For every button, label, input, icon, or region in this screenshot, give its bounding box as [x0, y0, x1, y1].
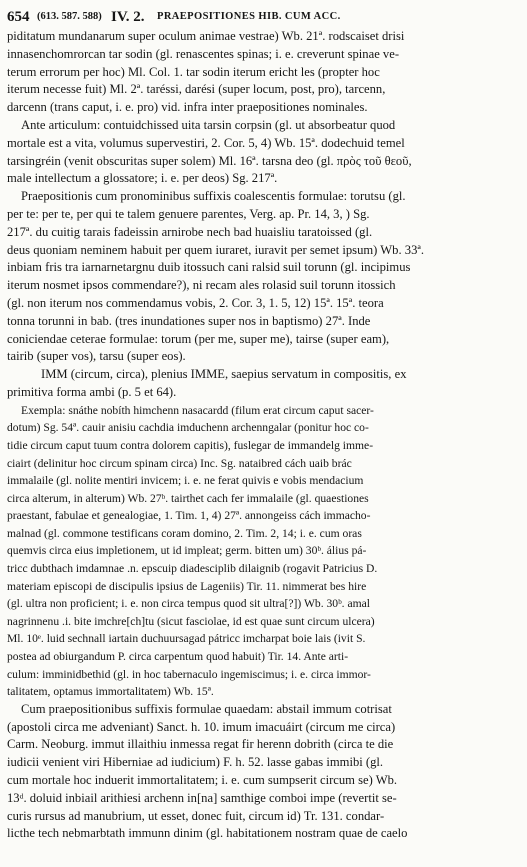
text-line: iudicii venient viri Hiberniae ad iudicium) F. h. 52. lasse gabas immibi (gl. [7, 755, 384, 770]
text-line: Carm. Neoburg. immut illaithiu inmessa regat fir herenn dobrith (circa te die [7, 737, 394, 752]
text-line: darcenn (trans caput, i. e. pro) vid. infra inter praepositiones nominales. [7, 100, 368, 115]
text-line: iterum necesse fuit) Ml. 2ª. taréssi, darési (super locum, post, pro), tarcenn, [7, 82, 386, 97]
text-line: male intellectum a glossatore; i. e. per deos) Sg. 217ª. [7, 171, 278, 186]
text-line: postea ad obiurgandum P. circa carpentum quod habuit) Tir. 14. Ante arti- [7, 650, 349, 664]
text-line: Cum praepositionibus suffixis formulae quaedam: abstail immum cotrisat [21, 701, 392, 716]
text-body [7, 28, 517, 843]
text-line: talitatem, optamus immortalitatem) Wb. 15ª. [7, 685, 214, 699]
text-line: immalaile (gl. nolite mentiri invicem; i. e. ne ferat quivis e vobis mendacium [7, 474, 364, 488]
text-line: 217ª. du cuitig tarais fadeissin arnirobe nech bad huaisliu taratoissed (gl. [7, 224, 373, 239]
page-number: 654 [7, 9, 30, 25]
text-line: tidie circum caput tuum contra dolorem capitis), fuslegar de immandelg imme- [7, 438, 374, 452]
text-line: deus quoniam neminem habuit per quem iuraret, iuravit per semet ipsum) Wb. 33ª. [7, 242, 424, 257]
text-line: iterum nosmet ipsos commendare?), ni recam ales rolasid suil torunn itossich [7, 278, 396, 293]
text-line: 13ᵈ. doluid inbiail arithiesi archenn in[na] samthige comboi impe (revertit se- [7, 790, 397, 805]
text-line: quemvis circa eius impletionem, ut id impleat; germ. bitten um) 30ᵇ. álius pá- [7, 544, 367, 558]
text-line: (gl. ultra non proficient; i. e. non circa tempus quod sit ultra[?]) Wb. 30ᵇ. amal [7, 597, 371, 611]
text-line: innasenchomrorcan tar sodin (gl. renascentes spinas; i. e. creverunt spinae ve- [7, 46, 400, 61]
text-line: primitiva forma ambi (p. 5 et 64). [7, 384, 177, 399]
text-line: licthe tech nebmarbtath immunn dinim (gl. habitationem nostram quae de caelo [7, 826, 408, 841]
page-references: (613. 587. 588) [37, 11, 102, 22]
text-line: tairib (super vos), tarsu (super eos). [7, 349, 186, 364]
section-number: IV. 2. [111, 9, 145, 25]
text-line: praestant, fabulae et genealogiae, 1. Tim. 1, 4) 27ª. annongeiss cách immacho- [7, 509, 371, 523]
text-line: Exempla: snáthe nobíth himchenn nasacardd (filum erat circum caput sacer- [21, 403, 374, 417]
text-line: nagrinnenu .i. bite imchre[ch]tu (sicut fasciolae, id est quae sunt circum ulcera) [7, 614, 375, 628]
text-line: materiam episcopi de discipulis ipsius de Lageniis) Tir. 11. nimmerat bes hire [7, 579, 367, 593]
text-line: piditatum mundanarum super oculum animae vestrae) Wb. 21ª. rodscaiset drisi [7, 29, 405, 43]
text-line: inbiam fris tra iarnarnetargnu duib itossuch cani ralsid suil torunn (gl. incipimus [7, 260, 411, 275]
text-line: cum mortale hoc induerit immortalitatem; i. e. cum sumpserit circum se) Wb. [7, 773, 398, 788]
text-line: tricc dubthach imdamnae .n. epscuip diadesciplib dilaignib (rogavit Patricius D. [7, 562, 378, 576]
text-line: ciairt (delinitur hoc circum spinam circa) Inc. Sg. nataibred cách uaib brác [7, 456, 352, 470]
text-line: culum: imminidbethid (gl. in hoc tabernaculo ingemiscimus; i. e. circa immor- [7, 667, 371, 681]
text-line: (apostoli circa me adveniant) Sanct. h. 10. imum imacuáirt (circum me circa) [7, 719, 396, 734]
text-line: Praepositionis cum pronominibus suffixis coalescentis formulae: torutsu (gl. [21, 189, 406, 204]
text-line: Ante articulum: contuidchissed uita tarsin corpsin (gl. ut absorbeatur quod [21, 117, 396, 132]
running-title: PRAEPOSITIONES HIB. CUM ACC. [157, 11, 341, 22]
text-line: Ml. 10ᵉ. luid sechnall iartain duchuursagad pátricc imcharpat boie lais (ivit S. [7, 632, 366, 646]
text-line: coniciendae ceterae formulae: torum (per me, super me), tairse (super eam), [7, 331, 390, 346]
text-line: curis rursus ad manubrium, ut esset, donec fuit, circum id) Tr. 131. condar- [7, 808, 385, 823]
text-line: per te: per te, per qui te talem genuere parentes, Verg. ap. Pr. 14, 3, ) Sg. [7, 206, 370, 221]
text-line: IMM (circum, circa), plenius IMME, saepius servatum in compositis, ex [41, 367, 407, 382]
text-line: (gl. non iterum nos commendamus vobis, 2. Cor. 3, 1. 5, 12) 15ª. 15ª. teora [7, 295, 384, 310]
text-line: circa alterum, in alterum) Wb. 27ᵇ. tairthet cach fer immalaile (gl. quaestiones [7, 491, 369, 505]
text-line: tonna torunni in bab. (tres inundationes super nos in baptismo) 27ª. Inde [7, 313, 371, 328]
text-line: mortale est a vita, volumus supervestiri, 2. Cor. 5, 4) Wb. 15ª. dodechuid temel [7, 135, 405, 150]
text-line: tarsingréin (venit obscuritas super solem) Ml. 16ª. tarsna deo (gl. πρὸς τοῦ θεοῦ, [7, 153, 412, 168]
page-header [7, 7, 517, 29]
text-line: dotum) Sg. 54ª. cauir anisiu cachdia imduchenn archenngalar (ponitur hoc co- [7, 421, 369, 435]
text-line: terum errorum per hoc) Ml. Col. 1. tar sodin iterum ericht les (propter hoc [7, 64, 380, 79]
text-line: malnad (gl. commone testificans coram domino, 2. Tim. 2, 14; i. e. cum oras [7, 526, 362, 540]
